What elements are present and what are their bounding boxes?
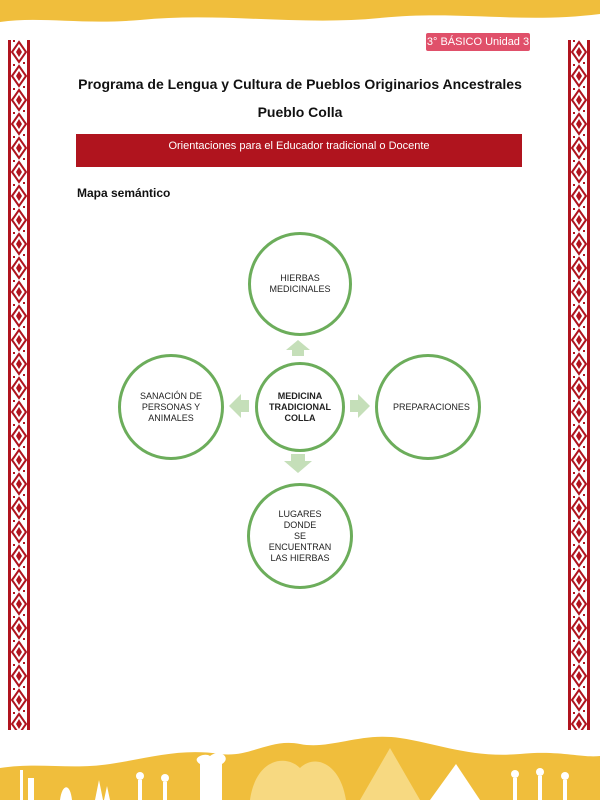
arrow-right — [350, 394, 370, 418]
node-label: HIERBAS MEDICINALES — [269, 273, 331, 294]
node-lugares — [247, 483, 353, 589]
node-sanacion — [118, 354, 224, 460]
orientation-banner: Orientaciones para el Educador tradicional o Docente — [76, 134, 522, 167]
node-medicina-tradicional — [255, 362, 345, 452]
arrow-left — [229, 394, 249, 418]
arrow-down — [284, 454, 312, 473]
node-label: MEDICINA TRADICIONAL COLLA — [269, 390, 331, 423]
node-label: LUGARES DONDE SE ENCUENTRAN LAS HIERBAS — [268, 508, 332, 563]
landscape-illustration — [0, 718, 600, 800]
node-label: SANACIÓN DE PERSONAS Y ANIMALES — [139, 390, 202, 423]
arrow-up — [286, 340, 310, 356]
node-hierbas-medicinales — [248, 232, 352, 336]
node-label: PREPARACIONES — [393, 401, 470, 412]
section-label: Mapa semántico — [77, 186, 171, 200]
node-preparaciones — [375, 354, 481, 460]
unit-badge: 3° BÁSICO Unidad 3 — [426, 33, 530, 51]
document-title: Programa de Lengua y Cultura de Pueblos Originarios Ancestrales — [78, 76, 522, 92]
document-subtitle: Pueblo Colla — [257, 104, 343, 120]
